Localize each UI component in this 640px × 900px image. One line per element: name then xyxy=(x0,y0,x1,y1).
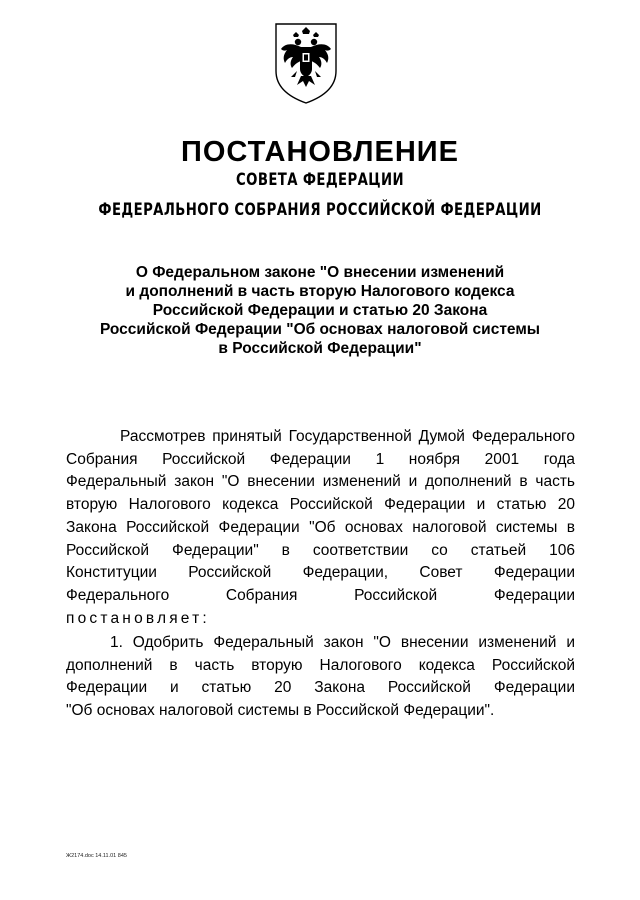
paragraph-line: "Об основах налоговой системы в Российской Федерации". xyxy=(66,702,495,720)
paragraph-line: 1. Одобрить Федеральный закон "О внесении изменений и xyxy=(110,634,575,651)
subject-line: и дополнений в часть вторую Налогового кодекса xyxy=(125,283,515,300)
paragraph-line: Федерального Собрания Российской Федерации xyxy=(66,586,575,604)
subject-line: Российской Федерации "Об основах налоговой системы xyxy=(99,321,541,338)
document-subtitle-line-2: ФЕДЕРАЛЬНОГО СОБРАНИЯ РОССИЙСКОЙ ФЕДЕРАЦИИ xyxy=(98,200,542,220)
paragraph-resolution-item-1 xyxy=(66,632,575,723)
document-file-code: Ж2174.doc 14.11.01 845 xyxy=(66,853,127,859)
subject-line: О Федеральном законе "О внесении изменений xyxy=(135,264,505,281)
paragraph-line: Федерации и статью 20 Закона Российской Федерации xyxy=(66,679,575,697)
coat-of-arms-icon xyxy=(273,21,339,105)
paragraph-line: Собрания Российской Федерации 1 ноября 2001 года xyxy=(66,450,575,468)
paragraph-line: Закона Российской Федерации "Об основах налоговой системы в xyxy=(66,518,575,536)
document-subject xyxy=(60,263,580,358)
resolution-keyword: постановляет: xyxy=(66,609,210,627)
paragraph-preamble xyxy=(66,426,575,630)
document-subtitle-line-1: СОВЕТА ФЕДЕРАЦИИ xyxy=(236,170,404,190)
paragraph-line: дополнений в часть вторую Налогового кодекса Российской xyxy=(66,656,575,674)
paragraph-line: вторую Налогового кодекса Российской Федерации и статью 20 xyxy=(66,496,575,514)
paragraph-line: Российской Федерации" в соответствии со статьей 106 xyxy=(66,541,575,559)
document-title: ПОСТАНОВЛЕНИЕ xyxy=(181,136,459,168)
subject-line: в Российской Федерации" xyxy=(218,340,422,357)
subject-line: Российской Федерации и статью 20 Закона xyxy=(152,302,488,319)
paragraph-line: Рассмотрев принятый Государственной Думой Федерального xyxy=(120,428,575,445)
paragraph-line: Федеральный закон "О внесении изменений и дополнений в часть xyxy=(66,473,575,491)
paragraph-line: Конституции Российской Федерации, Совет Федерации xyxy=(66,564,575,582)
